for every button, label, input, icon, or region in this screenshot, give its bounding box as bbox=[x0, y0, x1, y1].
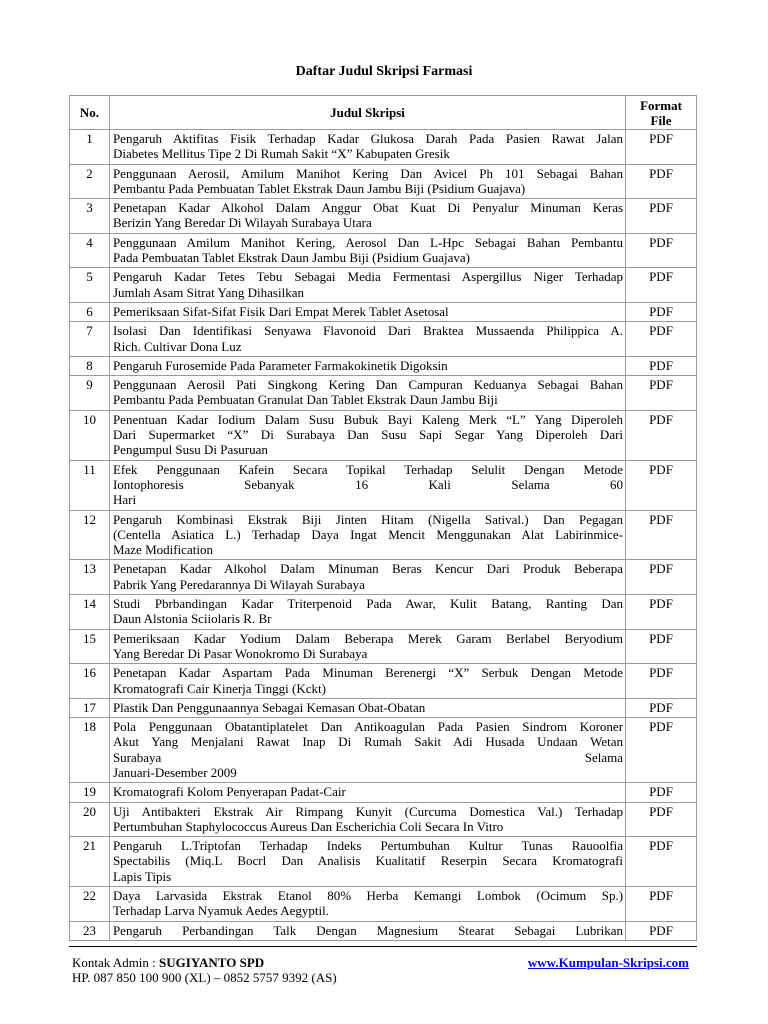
table-row bbox=[70, 718, 697, 783]
row-format: PDF bbox=[626, 698, 697, 717]
row-title bbox=[109, 510, 625, 560]
row-title bbox=[109, 302, 625, 321]
title-line: Terhadap Larva Nyamuk Aedes Aegyptil. bbox=[112, 903, 330, 919]
title-line: Jumlah Asam Sitrat Yang Dihasilkan bbox=[112, 284, 304, 300]
title-line: Penentuan Kadar Iodium Dalam Susu Bubuk Bayi Kaleng Merk “L” Yang Diperoleh bbox=[112, 411, 624, 427]
row-format: PDF bbox=[626, 356, 697, 375]
row-format: PDF bbox=[626, 560, 697, 595]
row-format: PDF bbox=[626, 664, 697, 699]
row-title bbox=[109, 356, 625, 375]
table-row bbox=[70, 921, 697, 940]
table-row bbox=[70, 356, 697, 375]
row-format: PDF bbox=[626, 268, 697, 303]
row-title bbox=[109, 802, 625, 837]
row-title bbox=[109, 268, 625, 303]
row-format: PDF bbox=[626, 322, 697, 357]
row-title bbox=[109, 783, 625, 802]
row-format: PDF bbox=[626, 595, 697, 630]
title-line: Surabaya Selama bbox=[112, 749, 624, 765]
row-format: PDF bbox=[626, 376, 697, 411]
header-format-line1: Format bbox=[640, 97, 682, 113]
table-row bbox=[70, 629, 697, 664]
title-line: Rich. Cultivar Dona Luz bbox=[112, 338, 242, 354]
table-row bbox=[70, 887, 697, 922]
title-line: Yang Beredar Di Pasar Wonokromo Di Surabaya bbox=[112, 645, 368, 661]
row-number: 20 bbox=[70, 802, 110, 837]
table-row bbox=[70, 376, 697, 411]
table-row bbox=[70, 837, 697, 887]
table-row bbox=[70, 410, 697, 460]
title-line: Uji Antibakteri Ekstrak Air Rimpang Kunyit (Curcuma Domestica Val.) Terhadap bbox=[112, 803, 624, 819]
row-format: PDF bbox=[626, 460, 697, 510]
title-line: Penetapan Kadar Alkohol Dalam Anggur Obat Kuat Di Penyalur Minuman Keras bbox=[112, 200, 624, 216]
title-line: Plastik Dan Penggunaannya Sebagai Kemasan Obat-Obatan bbox=[112, 699, 426, 715]
row-number: 7 bbox=[70, 322, 110, 357]
row-number: 9 bbox=[70, 376, 110, 411]
row-format: PDF bbox=[626, 718, 697, 783]
row-number: 10 bbox=[70, 410, 110, 460]
table-row bbox=[70, 130, 697, 165]
table-header-row bbox=[70, 96, 697, 130]
row-title bbox=[109, 410, 625, 460]
row-format: PDF bbox=[626, 233, 697, 268]
title-line: Pengaruh Furosemide Pada Parameter Farmakokinetik Digoksin bbox=[112, 357, 448, 373]
row-number: 4 bbox=[70, 233, 110, 268]
header-no: No. bbox=[70, 96, 110, 130]
row-format: PDF bbox=[626, 837, 697, 887]
footer-contact bbox=[72, 955, 264, 971]
table-row bbox=[70, 802, 697, 837]
footer-phone: HP. 087 850 100 900 (XL) – 0852 5757 9392 (AS) bbox=[72, 970, 337, 985]
row-number: 2 bbox=[70, 164, 110, 199]
row-title bbox=[109, 718, 625, 783]
title-line: Penetapan Kadar Aspartam Pada Minuman Berenergi “X” Serbuk Dengan Metode bbox=[112, 665, 624, 681]
row-number: 17 bbox=[70, 698, 110, 717]
row-format: PDF bbox=[626, 199, 697, 234]
row-title bbox=[109, 698, 625, 717]
row-title bbox=[109, 887, 625, 922]
title-line: Daya Larvasida Ekstrak Etanol 80% Herba Kemangi Lombok (Ocimum Sp.) bbox=[112, 888, 624, 904]
row-title bbox=[109, 664, 625, 699]
table-row bbox=[70, 595, 697, 630]
row-format: PDF bbox=[626, 921, 697, 940]
table-row bbox=[70, 268, 697, 303]
title-line: Kromatografi Kolom Penyerapan Padat-Cair bbox=[112, 784, 346, 800]
table-row bbox=[70, 460, 697, 510]
row-number: 5 bbox=[70, 268, 110, 303]
title-line: Pembantu Pada Pembuatan Granulat Dan Tablet Ekstrak Daun Jambu Biji bbox=[112, 392, 498, 408]
table-row bbox=[70, 302, 697, 321]
title-line: Januari-Desember 2009 bbox=[112, 764, 237, 780]
title-line: Pada Pembuatan Tablet Ekstrak Daun Jambu Biji (Psidium Guajava) bbox=[112, 250, 470, 266]
title-line: Spectabilis (Miq.L Bocrl Dan Analisis Kualitatif Reserpin Secara Kromatografi bbox=[112, 853, 624, 869]
title-line: Pengumpul Susu Di Pasuruan bbox=[112, 442, 268, 458]
footer-divider bbox=[69, 946, 697, 947]
contact-name: SUGIYANTO SPD bbox=[159, 955, 265, 970]
row-number: 16 bbox=[70, 664, 110, 699]
title-line: Diabetes Mellitus Tipe 2 Di Rumah Sakit “X” Kabupaten Gresik bbox=[112, 146, 450, 162]
title-line: Akut Yang Menjalani Rawat Inap Di Rumah Sakit Adi Husada Undaan Wetan bbox=[112, 734, 624, 750]
title-line: Pembantu Pada Pembuatan Tablet Ekstrak Daun Jambu Biji (Psidium Guajava) bbox=[112, 180, 526, 196]
table-row bbox=[70, 199, 697, 234]
header-format-line2: File bbox=[650, 112, 672, 128]
page-title: Daftar Judul Skripsi Farmasi bbox=[295, 64, 473, 79]
row-number: 8 bbox=[70, 356, 110, 375]
row-title bbox=[109, 460, 625, 510]
row-number: 21 bbox=[70, 837, 110, 887]
row-number: 12 bbox=[70, 510, 110, 560]
contact-prefix: Kontak Admin : bbox=[72, 955, 160, 970]
title-line: Daun Alstonia Sciiolaris R. Br bbox=[112, 611, 272, 627]
title-line: Pabrik Yang Peredarannya Di Wilayah Surabaya bbox=[112, 576, 365, 592]
row-number: 15 bbox=[70, 629, 110, 664]
row-number: 22 bbox=[70, 887, 110, 922]
row-format: PDF bbox=[626, 887, 697, 922]
row-title bbox=[109, 595, 625, 630]
header-judul: Judul Skripsi bbox=[109, 96, 625, 130]
row-format: PDF bbox=[626, 629, 697, 664]
row-number: 3 bbox=[70, 199, 110, 234]
title-line: Maze Modification bbox=[112, 542, 213, 558]
title-line: Pemeriksaan Sifat-Sifat Fisik Dari Empat Merek Tablet Asetosal bbox=[112, 303, 449, 319]
row-number: 6 bbox=[70, 302, 110, 321]
title-line: Iontophoresis Sebanyak 16 Kali Selama 60 bbox=[112, 476, 624, 492]
title-line: Penggunaan Aerosil Pati Singkong Kering Dan Campuran Keduanya Sebagai Bahan bbox=[112, 377, 624, 393]
row-title bbox=[109, 560, 625, 595]
row-number: 23 bbox=[70, 921, 110, 940]
row-title bbox=[109, 921, 625, 940]
row-number: 1 bbox=[70, 130, 110, 165]
row-number: 18 bbox=[70, 718, 110, 783]
row-format: PDF bbox=[626, 802, 697, 837]
title-line: Pengaruh Kadar Tetes Tebu Sebagai Media Fermentasi Aspergillus Niger Terhadap bbox=[112, 269, 624, 285]
title-line: Dari Supermarket “X” Di Surabaya Dan Susu Sapi Segar Yang Diperoleh Dari bbox=[112, 427, 624, 443]
title-line: Hari bbox=[112, 492, 137, 508]
title-line: Pemeriksaan Kadar Yodium Dalam Beberapa Merek Garam Berlabel Beryodium bbox=[112, 630, 624, 646]
title-line: Lapis Tipis bbox=[112, 868, 172, 884]
row-title bbox=[109, 376, 625, 411]
row-format: PDF bbox=[626, 302, 697, 321]
table-row bbox=[70, 783, 697, 802]
row-number: 13 bbox=[70, 560, 110, 595]
title-line: Isolasi Dan Identifikasi Senyawa Flavonoid Dari Braktea Mussaenda Philippica A. bbox=[112, 323, 624, 339]
title-line: Efek Penggunaan Kafein Secara Topikal Terhadap Selulit Dengan Metode bbox=[112, 461, 624, 477]
table-row bbox=[70, 164, 697, 199]
row-title bbox=[109, 629, 625, 664]
row-format: PDF bbox=[626, 164, 697, 199]
title-line: Pengaruh L.Triptofan Terhadap Indeks Pertumbuhan Kultur Tunas Rauoolfia bbox=[112, 838, 624, 854]
title-line: (Centella Asiatica L.) Terhadap Daya Ingat Mencit Menggunakan Alat Labirinmice- bbox=[112, 526, 624, 542]
table-row bbox=[70, 698, 697, 717]
row-title bbox=[109, 233, 625, 268]
row-format: PDF bbox=[626, 783, 697, 802]
thesis-table bbox=[69, 95, 697, 941]
row-number: 11 bbox=[70, 460, 110, 510]
title-line: Pertumbuhan Staphylococcus Aureus Dan Escherichia Coli Secara In Vitro bbox=[112, 818, 504, 834]
title-line: Pengaruh Kombinasi Ekstrak Biji Jinten Hitam (Nigella Satival.) Dan Pegagan bbox=[112, 511, 624, 527]
title-line: Studi Pbrbandingan Kadar Triterpenoid Pada Awar, Kulit Batang, Ranting Dan bbox=[112, 596, 624, 612]
row-title bbox=[109, 837, 625, 887]
row-format: PDF bbox=[626, 410, 697, 460]
table-row bbox=[70, 510, 697, 560]
row-title bbox=[109, 130, 625, 165]
title-line: Pola Penggunaan Obatantiplatelet Dan Antikoagulan Pada Pasien Sindrom Koroner bbox=[112, 719, 624, 735]
row-title bbox=[109, 164, 625, 199]
title-line: Pengaruh Perbandingan Talk Dengan Magnesium Stearat Sebagai Lubrikan bbox=[112, 922, 624, 938]
title-line: Penggunaan Aerosil, Amilum Manihot Kering Dan Avicel Ph 101 Sebagai Bahan bbox=[112, 165, 624, 181]
title-line: Berizin Yang Beredar Di Wilayah Surabaya Utara bbox=[112, 215, 372, 231]
title-line: Penggunaan Amilum Manihot Kering, Aerosol Dan L-Hpc Sebagai Bahan Pembantu bbox=[112, 234, 624, 250]
row-format: PDF bbox=[626, 130, 697, 165]
title-line: Pengaruh Aktifitas Fisik Terhadap Kadar Glukosa Darah Pada Pasien Rawat Jalan bbox=[112, 131, 624, 146]
header-format bbox=[626, 96, 697, 130]
website-link[interactable]: www.Kumpulan-Skripsi.com bbox=[527, 955, 689, 970]
table-row bbox=[70, 233, 697, 268]
row-title bbox=[109, 322, 625, 357]
row-number: 19 bbox=[70, 783, 110, 802]
row-number: 14 bbox=[70, 595, 110, 630]
table-row bbox=[70, 664, 697, 699]
table-row bbox=[70, 560, 697, 595]
title-line: Kromatografi Cair Kinerja Tinggi (Kckt) bbox=[112, 680, 326, 696]
title-line: Penetapan Kadar Alkohol Dalam Minuman Beras Kencur Dari Produk Beberapa bbox=[112, 561, 624, 577]
table-body bbox=[70, 130, 697, 941]
row-format: PDF bbox=[626, 510, 697, 560]
row-title bbox=[109, 199, 625, 234]
table-row bbox=[70, 322, 697, 357]
